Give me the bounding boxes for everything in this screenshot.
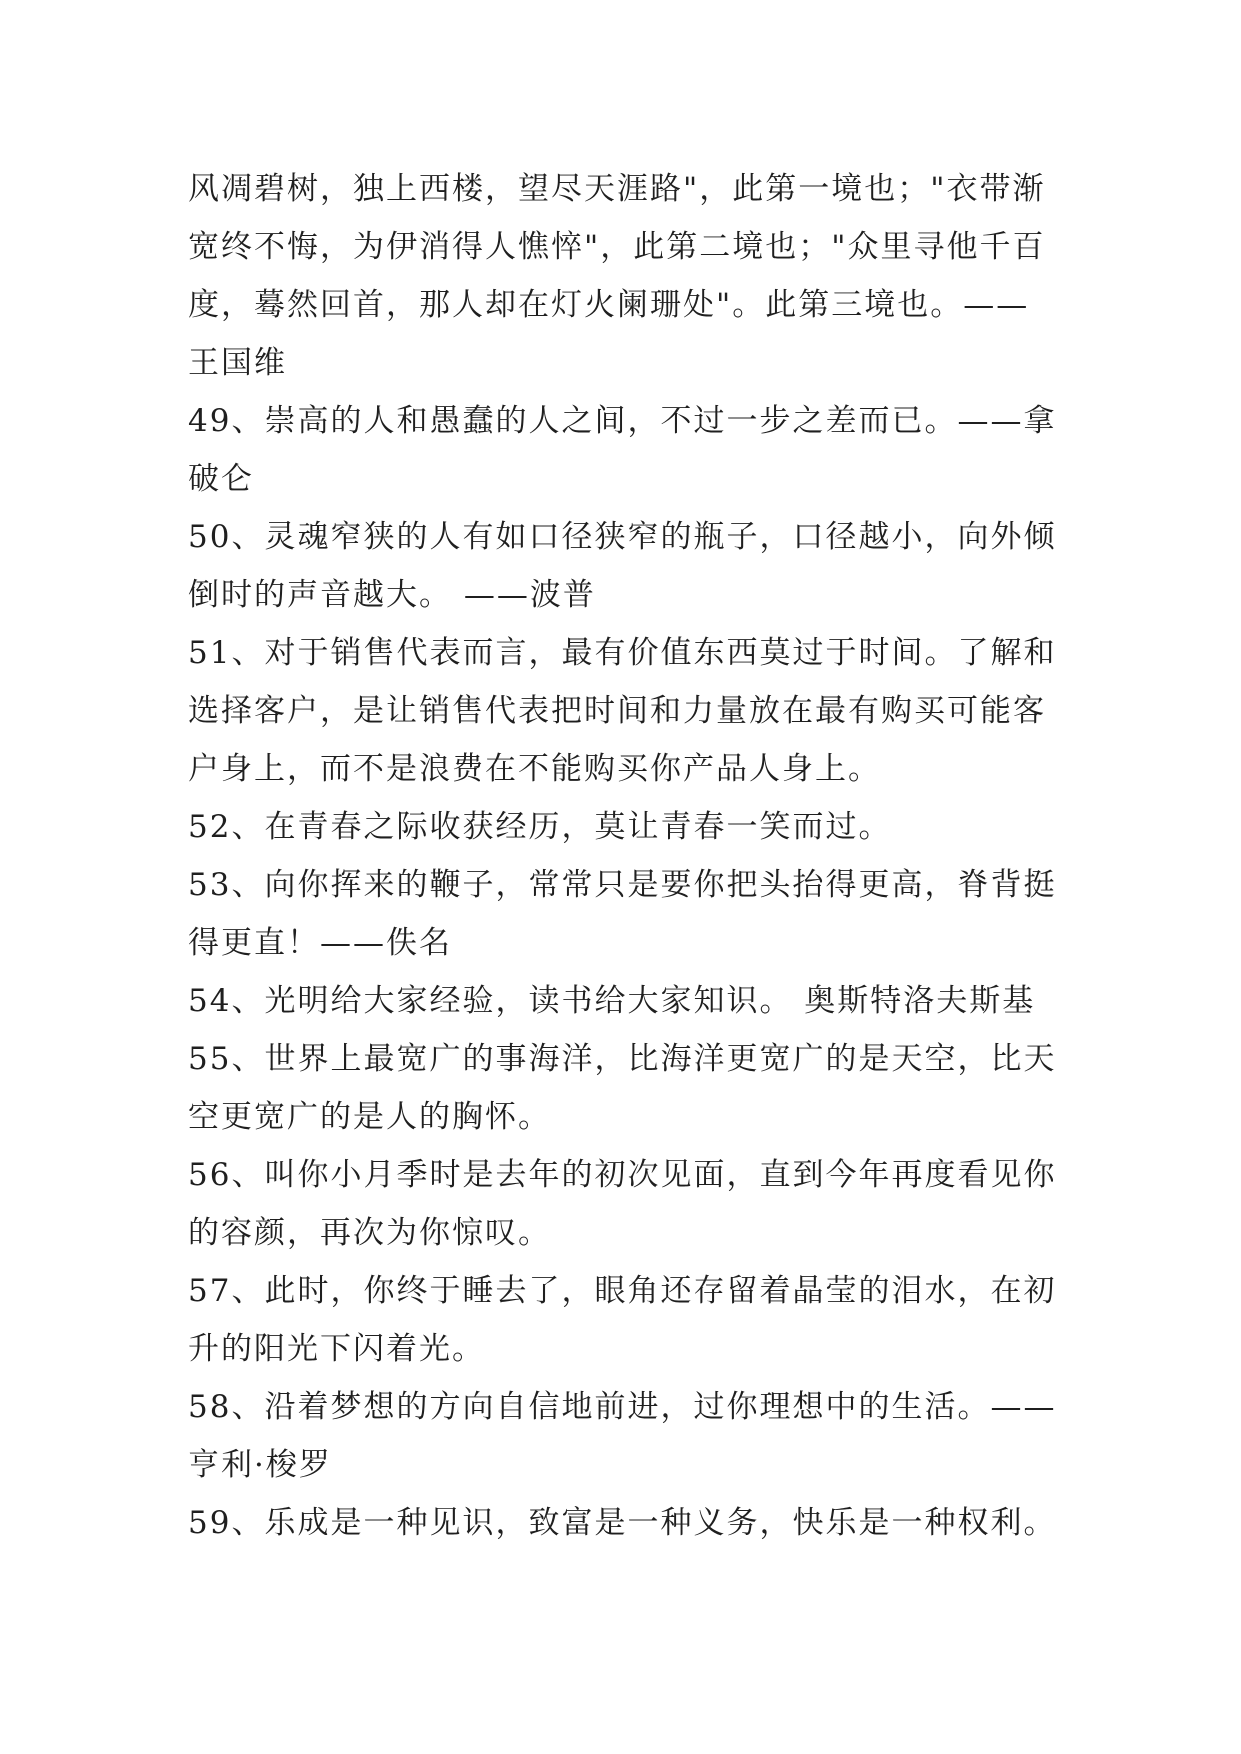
text-line: 宽终不悔，为伊消得人憔悴"，此第二境也；"众里寻他千百: [188, 229, 1046, 265]
quote-51-line: 51、对于销售代表而言，最有价值东西莫过于时间。了解和: [188, 635, 1057, 671]
text-line: 的容颜，再次为你惊叹。: [188, 1215, 551, 1251]
text-line: 空更宽广的是人的胸怀。: [188, 1099, 551, 1135]
text-line: 升的阳光下闪着光。: [188, 1331, 485, 1367]
quote-56-line: 56、叫你小月季时是去年的初次见面，直到今年再度看见你: [188, 1157, 1057, 1193]
text-line: 风凋碧树，独上西楼，望尽天涯路"，此第一境也；"衣带渐: [188, 171, 1046, 207]
quote-54-line: 54、光明给大家经验，读书给大家知识。 奥斯特洛夫斯基: [188, 983, 1036, 1019]
quote-50-line: 50、灵魂窄狭的人有如口径狭窄的瓶子，口径越小，向外倾: [188, 519, 1057, 555]
quote-text-block: [188, 160, 1088, 1552]
text-line: 得更直！——佚名: [188, 925, 452, 961]
quote-55-line: 55、世界上最宽广的事海洋，比海洋更宽广的是天空，比天: [188, 1041, 1057, 1077]
text-line: 王国维: [188, 345, 287, 381]
quote-58-line: 58、沿着梦想的方向自信地前进，过你理想中的生活。——: [188, 1389, 1057, 1425]
text-line: 破仑: [188, 461, 254, 497]
text-line: 倒时的声音越大。 ——波普: [188, 577, 596, 613]
text-line: 选择客户，是让销售代表把时间和力量放在最有购买可能客: [188, 693, 1046, 729]
quote-49-line: 49、崇高的人和愚蠢的人之间，不过一步之差而已。——拿: [188, 403, 1057, 439]
quote-59-line: 59、乐成是一种见识，致富是一种义务，快乐是一种权利。: [188, 1505, 1057, 1541]
quote-52-line: 52、在青春之际收获经历，莫让青春一笑而过。: [188, 809, 892, 845]
text-line: 度，蓦然回首，那人却在灯火阑珊处"。此第三境也。——: [188, 287, 1030, 323]
text-line: 亨利·梭罗: [188, 1447, 332, 1483]
quote-57-line: 57、此时，你终于睡去了，眼角还存留着晶莹的泪水，在初: [188, 1273, 1057, 1309]
quote-53-line: 53、向你挥来的鞭子，常常只是要你把头抬得更高，脊背挺: [188, 867, 1057, 903]
text-line: 户身上，而不是浪费在不能购买你产品人身上。: [188, 751, 881, 787]
